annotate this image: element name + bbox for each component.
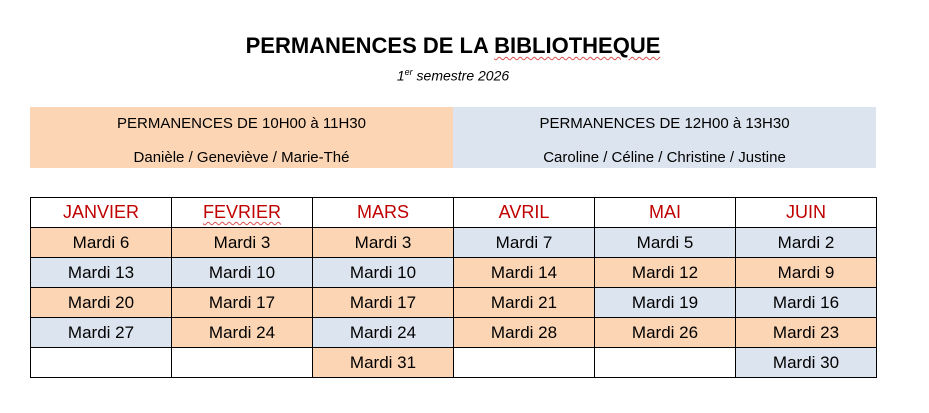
date-cell: Mardi 26 bbox=[595, 318, 736, 348]
date-cell: Mardi 21 bbox=[454, 288, 595, 318]
table-row bbox=[31, 348, 877, 378]
empty-cell bbox=[172, 348, 313, 378]
date-cell: Mardi 13 bbox=[31, 258, 172, 288]
page-subtitle bbox=[0, 67, 906, 84]
date-cell: Mardi 12 bbox=[595, 258, 736, 288]
empty-cell bbox=[31, 348, 172, 378]
date-cell: Mardi 24 bbox=[313, 318, 454, 348]
month-header bbox=[172, 198, 313, 228]
title-part2: BIBLIOTHEQUE bbox=[494, 33, 661, 58]
page-title bbox=[0, 33, 906, 59]
month-header: MAI bbox=[595, 198, 736, 228]
table-row bbox=[31, 258, 877, 288]
table-row bbox=[31, 228, 877, 258]
shift-noon-people: Caroline / Céline / Christine / Justine bbox=[543, 149, 786, 166]
empty-cell bbox=[454, 348, 595, 378]
empty-cell bbox=[595, 348, 736, 378]
date-cell: Mardi 17 bbox=[172, 288, 313, 318]
date-cell: Mardi 23 bbox=[736, 318, 877, 348]
shift-morning-block bbox=[30, 107, 453, 168]
subtitle-rest: semestre 2026 bbox=[412, 67, 510, 84]
month-header-label: FEVRIER bbox=[202, 202, 281, 222]
month-header: AVRIL bbox=[454, 198, 595, 228]
date-cell: Mardi 19 bbox=[595, 288, 736, 318]
date-cell: Mardi 10 bbox=[172, 258, 313, 288]
shift-noon-label: PERMANENCES DE 12H00 à 13H30 bbox=[539, 115, 790, 132]
month-header: JANVIER bbox=[31, 198, 172, 228]
shift-noon-block bbox=[453, 107, 876, 168]
date-cell: Mardi 24 bbox=[172, 318, 313, 348]
date-cell: Mardi 3 bbox=[313, 228, 454, 258]
date-cell: Mardi 2 bbox=[736, 228, 877, 258]
date-cell: Mardi 3 bbox=[172, 228, 313, 258]
title-part1: PERMANENCES DE LA bbox=[245, 33, 495, 58]
date-cell: Mardi 17 bbox=[313, 288, 454, 318]
date-cell: Mardi 6 bbox=[31, 228, 172, 258]
subtitle-ordinal: 1 bbox=[396, 67, 405, 84]
date-cell: Mardi 28 bbox=[454, 318, 595, 348]
date-cell: Mardi 10 bbox=[313, 258, 454, 288]
date-cell: Mardi 5 bbox=[595, 228, 736, 258]
schedule-table bbox=[30, 197, 877, 378]
date-cell: Mardi 9 bbox=[736, 258, 877, 288]
table-row bbox=[31, 288, 877, 318]
date-cell: Mardi 7 bbox=[454, 228, 595, 258]
date-cell: Mardi 30 bbox=[736, 348, 877, 378]
shift-morning-people: Danièle / Geneviève / Marie-Thé bbox=[133, 149, 350, 166]
date-cell: Mardi 27 bbox=[31, 318, 172, 348]
subtitle-sup: er bbox=[404, 67, 413, 77]
month-header-row bbox=[31, 198, 877, 228]
date-cell: Mardi 14 bbox=[454, 258, 595, 288]
table-row bbox=[31, 318, 877, 348]
month-header: JUIN bbox=[736, 198, 877, 228]
date-cell: Mardi 16 bbox=[736, 288, 877, 318]
month-header: MARS bbox=[313, 198, 454, 228]
date-cell: Mardi 31 bbox=[313, 348, 454, 378]
shift-morning-label: PERMANENCES DE 10H00 à 11H30 bbox=[117, 115, 366, 132]
date-cell: Mardi 20 bbox=[31, 288, 172, 318]
